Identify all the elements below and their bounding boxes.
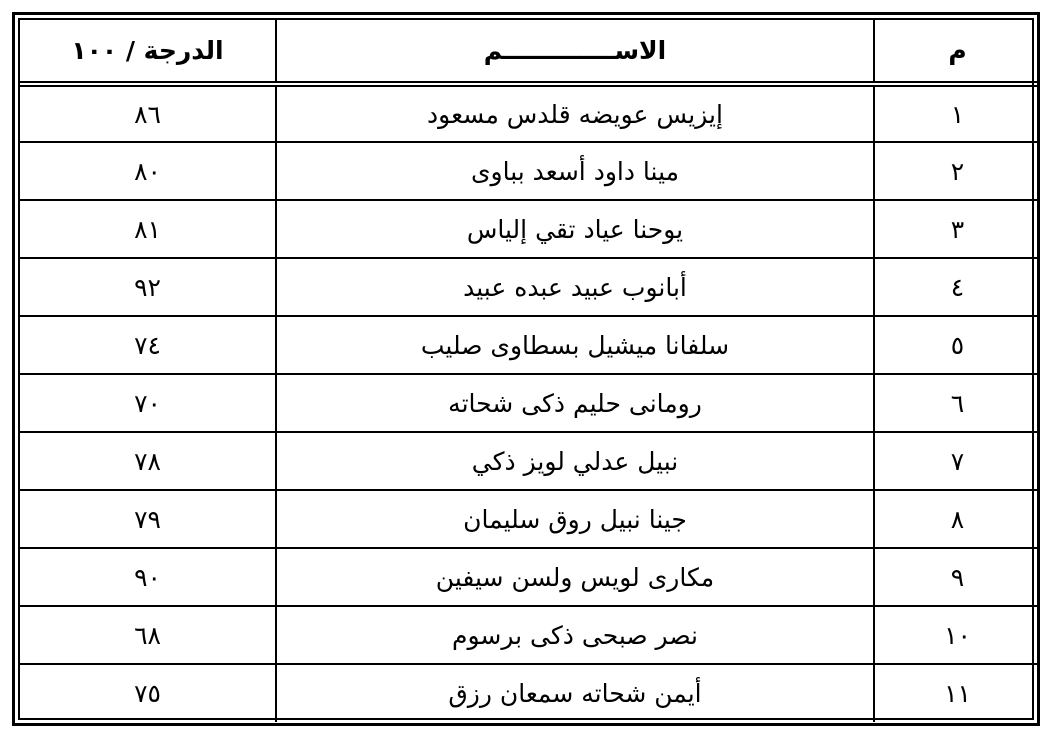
grade-cell: ٨٦ [20, 84, 276, 142]
student-name-cell: أيمن شحاته سمعان رزق [276, 664, 874, 722]
student-name-cell: مكارى لويس ولسن سيفين [276, 548, 874, 606]
table-row [20, 432, 1040, 490]
grade-cell: ٧٤ [20, 316, 276, 374]
row-number-cell: ١٠ [874, 606, 1040, 664]
table-row [20, 316, 1040, 374]
row-number-cell: ٤ [874, 258, 1040, 316]
table-row [20, 200, 1040, 258]
row-number-cell: ٨ [874, 490, 1040, 548]
student-name-cell: يوحنا عياد تقي إلياس [276, 200, 874, 258]
row-number-cell: ٥ [874, 316, 1040, 374]
student-name-cell: نصر صبحى ذكى برسوم [276, 606, 874, 664]
row-number-cell: ٢ [874, 142, 1040, 200]
table-row [20, 142, 1040, 200]
grade-cell: ٩٠ [20, 548, 276, 606]
student-name-cell: جينا نبيل روق سليمان [276, 490, 874, 548]
grade-cell: ٧٩ [20, 490, 276, 548]
table-inner-frame [18, 18, 1034, 720]
header-row [20, 20, 1040, 84]
row-number-cell: ٧ [874, 432, 1040, 490]
grade-cell: ٨١ [20, 200, 276, 258]
grade-cell: ٧٨ [20, 432, 276, 490]
table-row [20, 664, 1040, 722]
table-row [20, 548, 1040, 606]
grades-table [20, 20, 1040, 722]
row-number-cell: ٣ [874, 200, 1040, 258]
student-name-cell: مينا داود أسعد بباوى [276, 142, 874, 200]
row-number-cell: ١ [874, 84, 1040, 142]
header-number: م [874, 20, 1040, 84]
table-row [20, 374, 1040, 432]
student-name-cell: نبيل عدلي لويز ذكي [276, 432, 874, 490]
student-name-cell: أبانوب عبيد عبده عبيد [276, 258, 874, 316]
grade-cell: ٨٠ [20, 142, 276, 200]
header-grade: الدرجة / ١٠٠ [20, 20, 276, 84]
grade-cell: ٧٥ [20, 664, 276, 722]
grade-cell: ٧٠ [20, 374, 276, 432]
table-row [20, 258, 1040, 316]
table-row [20, 84, 1040, 142]
row-number-cell: ٩ [874, 548, 1040, 606]
row-number-cell: ١١ [874, 664, 1040, 722]
student-name-cell: رومانى حليم ذكى شحاته [276, 374, 874, 432]
grade-cell: ٩٢ [20, 258, 276, 316]
table-row [20, 606, 1040, 664]
table-row [20, 490, 1040, 548]
table-outer-frame [12, 12, 1040, 726]
student-name-cell: سلفانا ميشيل بسطاوى صليب [276, 316, 874, 374]
row-number-cell: ٦ [874, 374, 1040, 432]
grade-cell: ٦٨ [20, 606, 276, 664]
student-name-cell: إيزيس عويضه قلدس مسعود [276, 84, 874, 142]
table-body [20, 84, 1040, 722]
header-name: الاســـــــــــــم [276, 20, 874, 84]
